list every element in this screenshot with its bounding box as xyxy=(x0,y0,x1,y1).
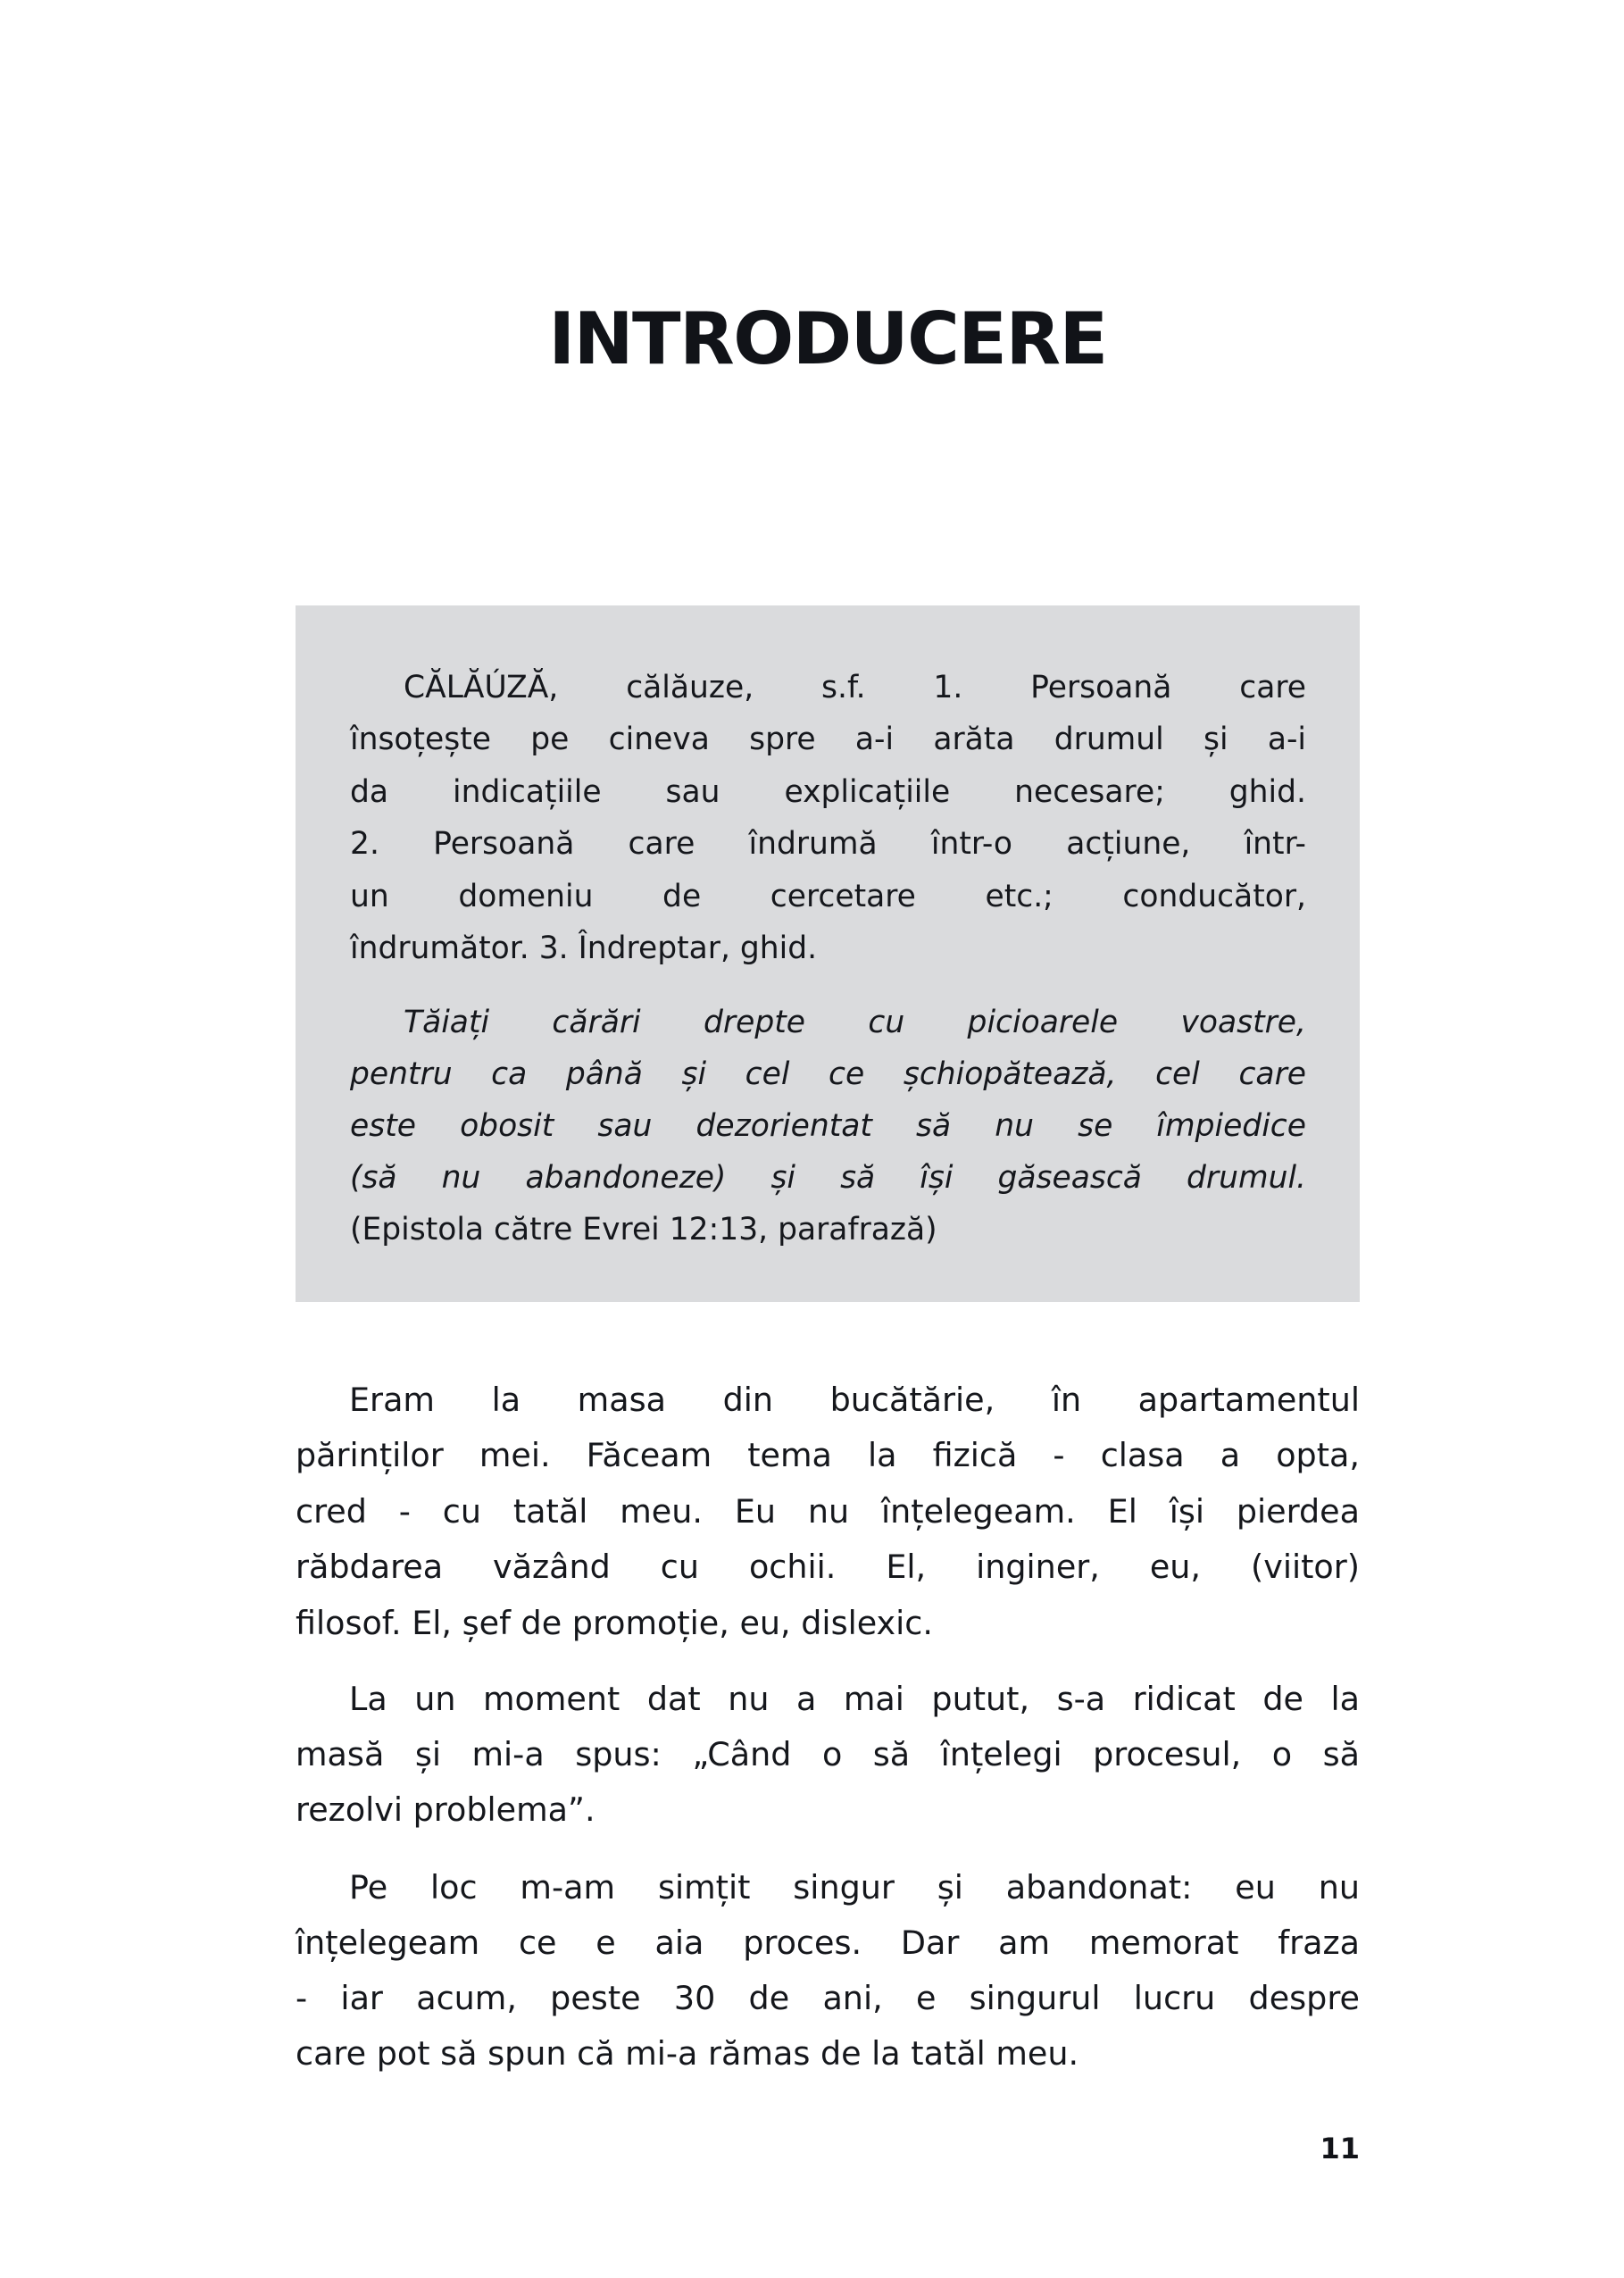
quote-line: (să nu abandoneze) și să își găsească drumul. xyxy=(350,1160,1306,1196)
definition-line: îndrumător. 3. Îndreptar, ghid. xyxy=(350,930,818,966)
paragraph-line: Pe loc m-am simțit singur și abandonat: eu nu xyxy=(349,1868,1360,1907)
paragraph-line: părinților mei. Făceam tema la fizică - clasa a opta, xyxy=(296,1436,1360,1474)
paragraph-line: La un moment dat nu a mai putut, s-a ridicat de la xyxy=(349,1680,1360,1718)
quote-line: este obosit sau dezorientat să nu se împiedice xyxy=(350,1108,1306,1144)
paragraph-line: masă și mi-a spus: „Când o să înțelegi procesul, o să xyxy=(296,1735,1360,1773)
definition-line: da indicațiile sau explicațiile necesare; ghid. xyxy=(350,774,1306,810)
definition-line: 2. Persoană care îndrumă într-o acțiune, într- xyxy=(350,826,1306,862)
paragraph-line: - iar acum, peste 30 de ani, e singurul lucru despre xyxy=(296,1979,1360,2017)
page-number: 11 xyxy=(1320,2132,1360,2165)
paragraph-line: răbdarea văzând cu ochii. El, inginer, eu, (viitor) xyxy=(296,1548,1360,1586)
paragraph-line: Eram la masa din bucătărie, în apartamentul xyxy=(349,1381,1360,1419)
paragraph-line: cred - cu tatăl meu. Eu nu înțelegeam. El își pierdea xyxy=(296,1492,1360,1531)
paragraph-line: rezolvi problema”. xyxy=(296,1790,595,1829)
paragraph-line: înțelegeam ce e aia proces. Dar am memorat fraza xyxy=(296,1923,1360,1962)
definition-line: un domeniu de cercetare etc.; conducător, xyxy=(350,879,1306,914)
paragraph-line: filosof. El, șef de promoție, eu, dislexic. xyxy=(296,1604,933,1642)
definition-line: CĂLĂÚZĂ, călăuze, s.f. 1. Persoană care xyxy=(404,670,1306,705)
paragraph-line: care pot să spun că mi-a rămas de la tatăl meu. xyxy=(296,2034,1079,2073)
quote-line: pentru ca până și cel ce șchiopătează, cel care xyxy=(350,1056,1306,1092)
definition-box xyxy=(296,605,1360,1302)
quote-citation: (Epistola către Evrei 12:13, parafrază) xyxy=(350,1212,937,1247)
chapter-title: INTRODUCERE xyxy=(548,297,1107,380)
quote-line: Tăiați cărări drepte cu picioarele voastre, xyxy=(404,1005,1306,1040)
definition-line: însoțește pe cineva spre a-i arăta drumul și a-i xyxy=(350,722,1306,757)
